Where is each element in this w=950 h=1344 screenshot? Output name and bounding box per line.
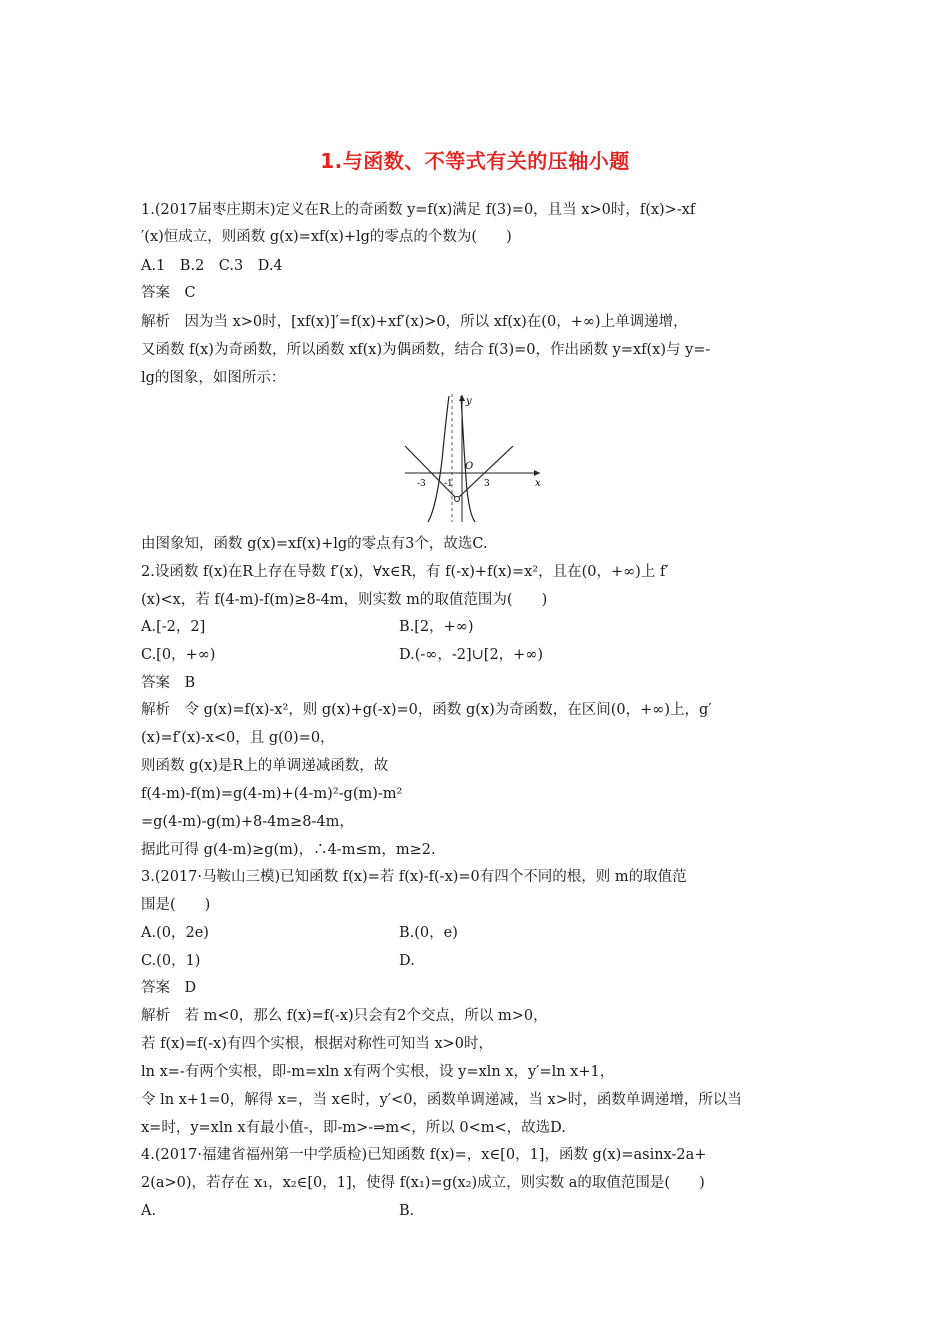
q2-stem-line-2: (x)<x，若 f(4-m)-f(m)≥8-4m，则实数 m的取值范围为( ): [141, 592, 548, 608]
q1-stem-line-1: 1.(2017届枣庄期末)定义在R上的奇函数 y=f(x)满足 f(3)=0，且当 x>0时，f(x)>-xf: [141, 202, 696, 218]
q1-options: A.1 B.2 C.3 D.4: [141, 258, 283, 274]
x-axis-arrow: [534, 470, 540, 476]
q2-stem-line-1: 2.设函数 f(x)在R上存在导数 f′(x)，∀x∈R，有 f(-x)+f(x)=x²，且在(0，+∞)上 f′: [141, 564, 669, 580]
q4-option-b: B.: [399, 1203, 415, 1219]
q1-answer: 答案 C: [141, 285, 196, 301]
page-title: 1.与函数、不等式有关的压轴小题: [320, 149, 630, 173]
y-axis-label: y: [466, 396, 472, 407]
q3-analysis-line-3: ln x=-有两个实根，即-m=xln x有两个实根，设 y=xln x，y′=ln x+1，: [141, 1064, 615, 1080]
y-axis-arrow: [459, 395, 465, 401]
q1-conclusion: 由图象知，函数 g(x)=xf(x)+lg的零点有3个，故选C.: [141, 536, 488, 552]
q2-option-b: B.[2，+∞): [399, 619, 474, 635]
q1-stem-line-2: ′(x)恒成立，则函数 g(x)=xf(x)+lg的零点的个数为( ): [141, 229, 512, 245]
q3-analysis-line-1: 解析 若 m<0，那么 f(x)=f(-x)只会有2个交点，所以 m>0，: [141, 1008, 548, 1024]
q3-analysis-line-4: 令 ln x+1=0，解得 x=，当 x∈时，y′<0，函数单调递减，当 x>时，函数单调递增，所以当: [141, 1092, 742, 1108]
q3-option-d: D.: [399, 953, 415, 969]
q4-stem-line-2: 2(a>0)，若存在 x₁，x₂∈[0，1]，使得 f(x₁)=g(x₂)成立，则实数 a的取值范围是( ): [141, 1175, 705, 1191]
q2-options-row-2: [141, 645, 544, 665]
curve-left-branch: [428, 396, 449, 522]
curve-right-branch: [461, 396, 475, 522]
tick-label-neg3: -3: [417, 479, 426, 489]
q2-analysis-line-6: 据此可得 g(4-m)≥g(m)，∴4-m≤m，m≥2.: [141, 842, 436, 858]
q1-analysis-line-2: 又函数 f(x)为奇函数，所以函数 xf(x)为偶函数，结合 f(3)=0，作出函数 y=xf(x)与 y=-: [141, 342, 711, 358]
q2-answer: 答案 B: [141, 675, 196, 691]
q2-analysis-line-4: f(4-m)-f(m)=g(4-m)+(4-m)²-g(m)-m²: [141, 786, 403, 802]
q1-analysis-line-3: lg的图象，如图所示：: [141, 370, 286, 386]
function-graph: [395, 390, 545, 524]
tick-label-neg1: -1: [444, 479, 453, 489]
q2-analysis-line-2: (x)=f′(x)-x<0，且 g(0)=0，: [141, 730, 335, 746]
q4-stem-line-1: 4.(2017·福建省福州第一中学质检)已知函数 f(x)=，x∈[0，1]，函数 g(x)=asinx-2a+: [141, 1147, 707, 1163]
q2-analysis-line-3: 则函数 g(x)是R上的单调递减函数，故: [141, 758, 389, 774]
q3-analysis-line-2: 若 f(x)=f(-x)有四个实根，根据对称性可知当 x>0时，: [141, 1036, 494, 1052]
q3-options-row-2: [141, 951, 415, 971]
q3-answer: 答案 D: [141, 980, 197, 996]
v-right-line: [458, 446, 513, 498]
v-left-line: [405, 446, 456, 498]
q3-analysis-line-5: x=时，y=xln x有最小值-，即-m>-⇒m<，所以 0<m<，故选D.: [141, 1120, 566, 1136]
x-axis-label: x: [535, 478, 541, 489]
q3-stem-line-1: 3.(2017·马鞍山三模)已知函数 f(x)=若 f(x)-f(-x)=0有四个不同的根，则 m的取值范: [141, 869, 687, 885]
q3-option-a: A.(0，2e): [141, 925, 209, 941]
q2-option-d: D.(-∞，-2]∪[2，+∞): [399, 647, 544, 663]
q2-option-c: C.[0，+∞): [141, 647, 216, 663]
q4-option-a: A.: [141, 1203, 157, 1219]
q3-option-c: C.(0，1): [141, 953, 201, 969]
tick-label-3: 3: [484, 479, 490, 489]
q2-analysis-line-1: 解析 令 g(x)=f(x)-x²，则 g(x)+g(-x)=0，函数 g(x)为奇函数，在区间(0，+∞)上，g′: [141, 702, 712, 718]
q2-option-a: A.[-2，2]: [141, 619, 206, 635]
open-point: [455, 497, 460, 502]
q4-options-row-1: [141, 1201, 415, 1221]
q3-stem-line-2: 围是( ): [141, 897, 211, 913]
q3-option-b: B.(0，e): [399, 925, 458, 941]
q2-analysis-line-5: =g(4-m)-g(m)+8-4m≥8-4m，: [141, 814, 354, 830]
q1-analysis-line-1: 解析 因为当 x>0时，[xf(x)]′=f(x)+xf′(x)>0，所以 xf(x)在(0，+∞)上单调递增，: [141, 314, 688, 330]
origin-label: O: [465, 461, 474, 472]
q3-options-row-1: [141, 923, 458, 943]
q2-options-row-1: [141, 617, 474, 637]
